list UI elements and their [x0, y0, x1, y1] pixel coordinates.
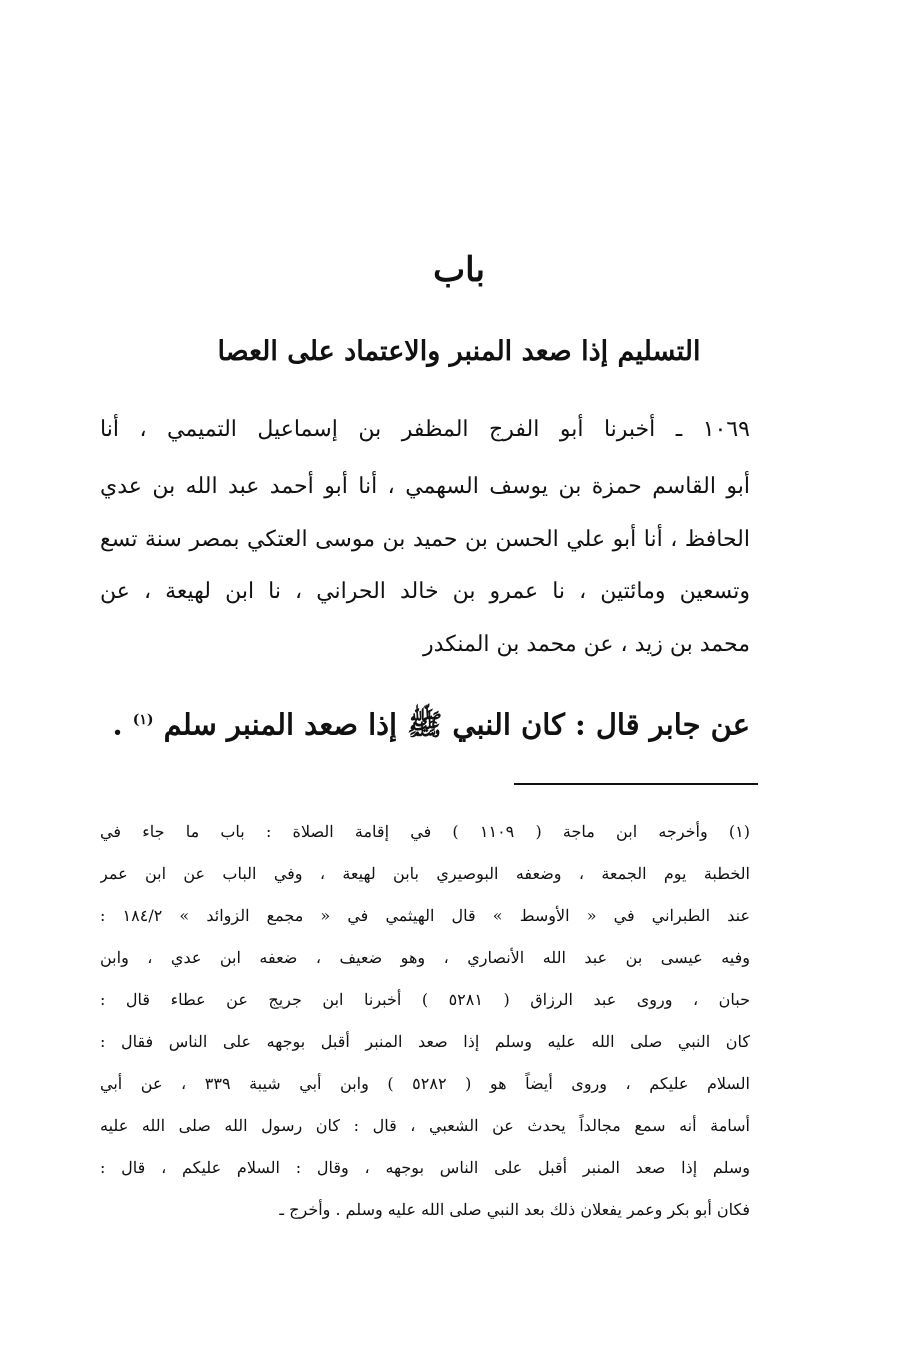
chapter-heading: باب [433, 250, 485, 290]
body-line: ١٠٦٩ ـ أخبرنا أبو الفرج المظفر بن إسماعيل التميمي ، أنا [100, 417, 750, 442]
chapter-title: التسليم إذا صعد المنبر والاعتماد على العصا [217, 336, 701, 367]
footnote-separator [514, 783, 758, 785]
body-line: محمد بن زيد ، عن محمد بن المنكدر [423, 632, 750, 657]
footnote-line: عند الطبراني في « الأوسط » قال الهيثمي في « مجمع الزوائد » ١٨٤/٢ : [100, 906, 750, 925]
footnote-line: (١) وأخرجه ابن ماجة ( ١١٠٩ ) في إقامة الصلاة : باب ما جاء في [100, 822, 750, 841]
footnote-line: الخطبة يوم الجمعة ، وضعفه البوصيري بابن لهيعة ، وفي الباب عن ابن عمر [100, 864, 750, 883]
footnote-line: وفيه عيسى بن عبد الله الأنصاري ، وهو ضعيف ، ضعفه ابن عدي ، وابن [100, 948, 750, 967]
footnote-line: كان النبي صلى الله عليه وسلم إذا صعد المنبر أقبل بوجهه على الناس فقال : [100, 1032, 750, 1051]
hadith-matn: عن جابر قال : كان النبي ﷺ إذا صعد المنبر سلم [163, 707, 750, 742]
footnote-line: أسامة أنه سمع مجالداً يحدث عن الشعبي ، قال : كان رسول الله صلى الله عليه [100, 1116, 750, 1135]
footnote-line: فكان أبو بكر وعمر يفعلان ذلك بعد النبي صلى الله عليه وسلم . وأخرج ـ [279, 1200, 750, 1219]
body-line: وتسعين ومائتين ، نا عمرو بن خالد الحراني ، نا ابن لهيعة ، عن [100, 579, 750, 604]
hadith-end: . [112, 707, 123, 742]
footnote-line: السلام عليكم ، وروى أيضاً هو ( ٥٢٨٢ ) وابن أبي شيبة ٣٣٩ ، عن أبي [100, 1074, 750, 1093]
footnote-line: وسلم إذا صعد المنبر أقبل على الناس بوجهه ، وقال : السلام عليكم ، قال : [100, 1158, 750, 1177]
footnote-line: حبان ، وروى عبد الرزاق ( ٥٢٨١ ) أخبرنا ابن جريج عن عطاء قال : [100, 990, 750, 1009]
footnote-marker: (١) [132, 712, 154, 728]
body-line: أبو القاسم حمزة بن يوسف السهمي ، أنا أبو أحمد عبد الله بن عدي [100, 474, 750, 499]
hadith-text [100, 698, 750, 747]
body-line: الحافظ ، أنا أبو علي الحسن بن حميد بن موسى العتكي بمصر سنة تسع [100, 527, 750, 552]
